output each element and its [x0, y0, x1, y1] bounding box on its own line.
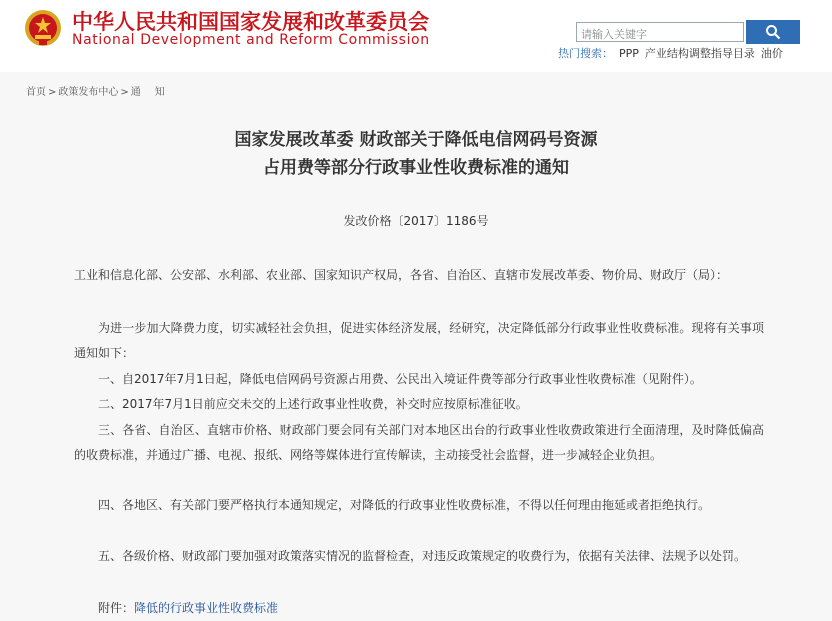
item-3-paragraph: 三、各省、自治区、直辖市价格、财政部门要会同有关部门对本地区出台的行政事业性收费政策进行全面清理，及时降低偏高的收费标准，并通过广播、电视、报纸、网络等媒体进行宣传解读，主动接受社会监督，进一步减轻企业负担。 [74, 423, 764, 462]
site-header [0, 0, 832, 72]
hot-search-item[interactable]: PPP [619, 47, 639, 60]
breadcrumb-current: 通知 [130, 87, 179, 98]
document-number: 发改价格〔2017〕1186号 [343, 214, 489, 228]
national-emblem-icon[interactable] [24, 8, 62, 48]
search-icon [765, 24, 781, 40]
attachment-line [74, 596, 764, 621]
hot-search-label: 热门搜索： [558, 47, 613, 60]
hot-search-item[interactable]: 产业结构调整指导目录 [644, 47, 755, 60]
breadcrumb [26, 83, 179, 98]
item-2-paragraph: 二、2017年7月1日前应交未交的上述行政事业性收费，补交时应按原标准征收。 [98, 397, 528, 411]
site-title-en[interactable]: National Development and Reform Commission [72, 32, 430, 48]
site-title-cn[interactable]: 中华人民共和国国家发展和改革委员会 [72, 10, 429, 34]
breadcrumb-separator: > [120, 87, 129, 98]
item-1-paragraph: 一、自2017年7月1日起，降低电信网码号资源占用费、公民出入境证件费等部分行政事业性收费标准（见附件）。 [98, 372, 702, 386]
breadcrumb-separator: > [48, 87, 57, 98]
search-button[interactable] [746, 20, 800, 44]
breadcrumb-policy-center[interactable]: 政策发布中心 [58, 87, 119, 98]
document-title-line2: 占用费等部分行政事业性收费标准的通知 [263, 158, 569, 178]
item-4-paragraph: 四、各地区、有关部门要严格执行本通知规定，对降低的行政事业性收费标准，不得以任何理由拖延或者拒绝执行。 [98, 498, 711, 512]
hot-search-item[interactable]: 油价 [760, 47, 783, 60]
article-content [0, 106, 832, 621]
search-input[interactable]: 请输入关键字 [576, 22, 744, 42]
attachment-label: 附件： [98, 601, 135, 615]
document-title [0, 126, 832, 182]
hot-search [558, 45, 783, 61]
attachment-link[interactable]: 降低的行政事业性收费标准 [134, 601, 279, 615]
item-5-paragraph: 五、各级价格、财政部门要加强对政策落实情况的监督检查，对违反政策规定的收费行为，依据有关法律、法规予以处罚。 [98, 549, 747, 563]
intro-paragraph: 为进一步加大降费力度，切实减轻社会负担，促进实体经济发展，经研究，决定降低部分行政事业性收费标准。现将有关事项通知如下： [74, 321, 764, 360]
addressee-paragraph: 工业和信息化部、公安部、水利部、农业部、国家知识产权局，各省、自治区、直辖市发展改革委、物价局、财政厅（局）： [74, 268, 729, 282]
breadcrumb-bar [0, 72, 832, 107]
document-title-line1: 国家发展改革委 财政部关于降低电信网码号资源 [234, 130, 598, 150]
breadcrumb-home[interactable]: 首页 [26, 87, 46, 98]
